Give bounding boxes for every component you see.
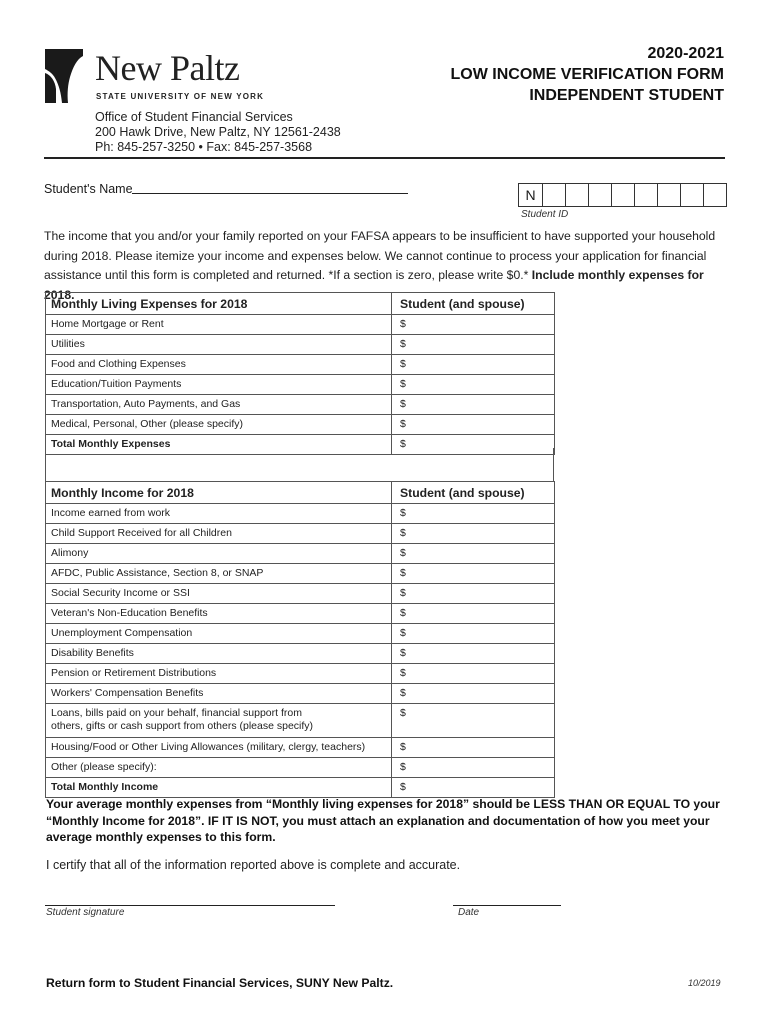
table-row <box>46 504 555 524</box>
table-row-total <box>46 778 555 798</box>
office-address <box>95 110 341 155</box>
expense-label: Home Mortgage or Rent <box>46 315 392 335</box>
new-paltz-logo-icon <box>43 47 87 105</box>
amount-field[interactable]: $ <box>392 704 555 738</box>
income-label-line: others, gifts or cash support from others (please specify) <box>51 720 314 732</box>
income-label: Alimony <box>46 544 392 564</box>
date-field[interactable] <box>453 905 561 906</box>
income-label: Housing/Food or Other Living Allowances (military, clergy, teachers) <box>46 738 392 758</box>
certification-statement: I certify that all of the information reported above is complete and accurate. <box>46 858 461 872</box>
total-income-field[interactable]: $ <box>392 778 555 798</box>
expense-label: Education/Tuition Payments <box>46 375 392 395</box>
total-expenses-label: Total Monthly Expenses <box>46 435 392 455</box>
revision-date: 10/2019 <box>688 978 721 988</box>
total-expenses-field[interactable]: $ <box>392 435 555 455</box>
table-row <box>46 375 555 395</box>
income-label: Child Support Received for all Children <box>46 524 392 544</box>
amount-field[interactable]: $ <box>392 415 555 435</box>
amount-field[interactable]: $ <box>392 644 555 664</box>
student-id-digit[interactable] <box>588 184 611 206</box>
table-row <box>46 395 555 415</box>
total-income-label: Total Monthly Income <box>46 778 392 798</box>
expense-label: Transportation, Auto Payments, and Gas <box>46 395 392 415</box>
student-id-prefix: N <box>525 187 536 203</box>
amount-field[interactable]: $ <box>392 524 555 544</box>
logo-name: New Paltz <box>95 48 240 88</box>
table-row <box>46 604 555 624</box>
table-row <box>46 315 555 335</box>
student-name-field[interactable] <box>132 193 408 194</box>
amount-field[interactable]: $ <box>392 335 555 355</box>
income-column-header: Student (and spouse) <box>392 482 555 504</box>
table-row <box>46 335 555 355</box>
header-divider <box>44 157 725 159</box>
form-name: LOW INCOME VERIFICATION FORM <box>450 66 724 83</box>
student-id-label: Student ID <box>521 209 569 220</box>
student-id-digit[interactable] <box>565 184 588 206</box>
income-label: Veteran's Non-Education Benefits <box>46 604 392 624</box>
amount-field[interactable]: $ <box>392 604 555 624</box>
date-label: Date <box>458 907 480 918</box>
table-row <box>46 644 555 664</box>
income-table <box>45 481 555 798</box>
table-row <box>46 584 555 604</box>
amount-field[interactable]: $ <box>392 758 555 778</box>
income-label: Unemployment Compensation <box>46 624 392 644</box>
signature-label: Student signature <box>46 907 125 918</box>
table-row <box>46 624 555 644</box>
expenses-table <box>45 292 555 455</box>
amount-field[interactable]: $ <box>392 395 555 415</box>
table-row <box>46 355 555 375</box>
expenses-column-header: Student (and spouse) <box>392 293 555 315</box>
student-id-digit[interactable] <box>703 184 726 206</box>
income-label: Social Security Income or SSI <box>46 584 392 604</box>
student-id-field[interactable] <box>518 183 727 207</box>
table-row <box>46 564 555 584</box>
income-label: AFDC, Public Assistance, Section 8, or SNAP <box>46 564 392 584</box>
amount-field[interactable]: $ <box>392 564 555 584</box>
amount-field[interactable]: $ <box>392 315 555 335</box>
table-row <box>46 704 555 738</box>
income-label: Income earned from work <box>46 504 392 524</box>
student-id-digit[interactable] <box>657 184 680 206</box>
expense-warning: Your average monthly expenses from “Monthly living expenses for 2018” should be LESS THAN OR EQUAL TO your “Monthly Income for 2018”. IF IT IS NOT, you must attach an explanation and documentation of how you meet your average monthly expenses to this form. <box>46 797 720 844</box>
expense-label: Utilities <box>46 335 392 355</box>
table-row <box>46 664 555 684</box>
income-label-line: Loans, bills paid on your behalf, financial support from <box>51 707 302 719</box>
income-label: Other (please specify): <box>46 758 392 778</box>
signature-field[interactable] <box>45 905 335 906</box>
income-label: Workers' Compensation Benefits <box>46 684 392 704</box>
office-line: Office of Student Financial Services <box>95 110 293 124</box>
intro-text: The income that you and/or your family reported on your FAFSA appears to be insufficient to have supported your household during 2018. Please itemize your income and expenses below. We cannot continue to process your application for financial assistance until this form is completed and returned. *If a section is zero, please write $0.* <box>44 229 716 282</box>
table-row <box>46 544 555 564</box>
amount-field[interactable]: $ <box>392 738 555 758</box>
return-instructions: Return form to Student Financial Services, SUNY New Paltz. <box>46 976 394 990</box>
table-row <box>46 738 555 758</box>
amount-field[interactable]: $ <box>392 504 555 524</box>
table-separator-box <box>45 448 554 482</box>
amount-field[interactable]: $ <box>392 375 555 395</box>
amount-field[interactable]: $ <box>392 684 555 704</box>
income-label <box>46 704 392 738</box>
amount-field[interactable]: $ <box>392 584 555 604</box>
amount-field[interactable]: $ <box>392 544 555 564</box>
amount-field[interactable]: $ <box>392 355 555 375</box>
student-name-label: Student's Name <box>44 182 133 196</box>
income-label: Pension or Retirement Distributions <box>46 664 392 684</box>
income-label: Disability Benefits <box>46 644 392 664</box>
office-line: Ph: 845-257-3250 • Fax: 845-257-3568 <box>95 140 313 154</box>
student-id-digit[interactable] <box>542 184 565 206</box>
student-id-digit[interactable] <box>611 184 634 206</box>
form-type: INDEPENDENT STUDENT <box>529 87 724 104</box>
income-header: Monthly Income for 2018 <box>46 482 392 504</box>
intro-emphasis: Include monthly expenses for 2018. <box>44 268 704 302</box>
student-id-digit[interactable] <box>680 184 703 206</box>
office-line: 200 Hawk Drive, New Paltz, NY 12561-2438 <box>95 125 341 139</box>
expense-label: Medical, Personal, Other (please specify) <box>46 415 392 435</box>
table-row <box>46 524 555 544</box>
table-row <box>46 415 555 435</box>
expense-label: Food and Clothing Expenses <box>46 355 392 375</box>
form-year: 2020-2021 <box>647 45 724 62</box>
table-row <box>46 758 555 778</box>
logo-subtitle: STATE UNIVERSITY OF NEW YORK <box>96 92 265 101</box>
table-row <box>46 684 555 704</box>
expenses-header: Monthly Living Expenses for 2018 <box>46 293 392 315</box>
student-id-digit[interactable] <box>634 184 657 206</box>
amount-field[interactable]: $ <box>392 664 555 684</box>
form-title <box>451 43 724 106</box>
amount-field[interactable]: $ <box>392 624 555 644</box>
